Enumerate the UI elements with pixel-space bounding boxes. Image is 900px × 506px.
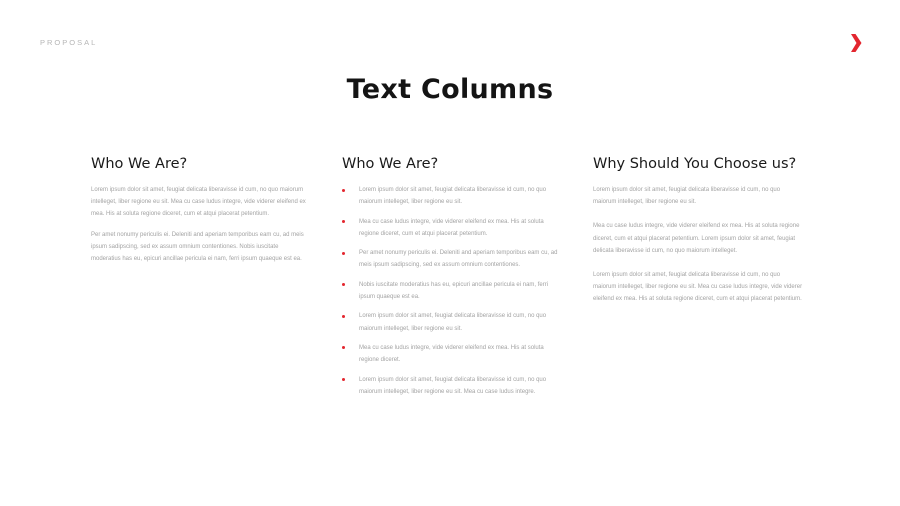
chevron-right-logo-icon [849,33,863,53]
bullet-list [342,184,560,398]
list-item [342,279,560,303]
list-item-text: Lorem ipsum dolor sit amet, feugiat delicata liberavisse id cum, no quo maiorum intelleget, liber regione eu sit. [359,313,547,332]
list-item [342,216,560,240]
column-paragraph: Lorem ipsum dolor sit amet, feugiat delicata liberavisse id cum, no quo maiorum intelleget, liber regione eu sit. [593,187,781,206]
list-item-text: Lorem ipsum dolor sit amet, feugiat delicata liberavisse id cum, no quo maiorum intelleget, liber regione eu sit. [359,187,547,206]
list-item-text: Nobis iuscitate moderatius has eu, epicuri ancillae pericula ei nam, ferri ipsum quaeque est ea. [359,281,549,300]
bullet-dot-icon [342,220,345,223]
bullet-dot-icon [342,283,345,286]
list-item-text: Mea cu case ludus integre, vide viderer eleifend ex mea. His at soluta regione diceret, cum et atqui placerat petentium. [359,218,544,237]
column-paragraph: Lorem ipsum dolor sit amet, feugiat delicata liberavisse id cum, no quo maiorum intelleget, liber regione eu sit. Mea cu case ludus integre, vide viderer eleifend ex mea. His at soluta regione diceret, cum et atqui placerat petentium. [593,272,803,303]
list-item [342,342,560,366]
column-paragraph: Per amet nonumy periculis ei. Deleniti and aperiam temporibus eam cu, ad meis ipsum sadipscing, sed ex assum omnium contentiones. Nobis iuscitate moderatius has eu, epicuri ancillae pericula ei nam, ferri ipsum quaeque est ea. [91,231,304,263]
bullet-dot-icon [342,252,345,255]
list-item-text: Lorem ipsum dolor sit amet, feugiat delicata liberavisse id cum, no quo maiorum intelleget, liber regione eu sit. Mea cu case ludus integre. [359,376,547,395]
list-item [342,184,560,208]
bullet-dot-icon [342,315,345,318]
list-item [342,310,560,334]
bullet-dot-icon [342,378,345,381]
column-who-we-are-bullets [342,156,560,405]
column-heading: Why Should You Choose us? [593,156,797,172]
section-label: PROPOSAL [40,38,98,47]
list-item-text: Mea cu case ludus integre, vide viderer eleifend ex mea. His at soluta regione diceret. [359,344,544,364]
list-item [342,374,560,398]
bullet-dot-icon [342,189,345,192]
column-who-we-are [91,156,309,273]
column-paragraph: Mea cu case ludus integre, vide viderer eleifend ex mea. His at soluta regione diceret, cum et atqui placerat petentium. Lorem ipsum dolor sit amet, feugiat delicata liberavisse id cum, no quo maiorum intelleget. [593,223,800,254]
column-why-choose-us [593,156,805,318]
list-item [342,247,560,271]
page-title: Text Columns [346,74,554,105]
bullet-dot-icon [342,346,345,349]
column-paragraph: Lorem ipsum dolor sit amet, feugiat delicata liberavisse id cum, no quo maiorum intelleget, liber regione eu sit. Mea cu case ludus integre, vide viderer eleifend ex mea. His at soluta regione diceret, cum et atqui placerat petentium. [91,187,306,218]
list-item-text: Per amet nonumy periculis ei. Deleniti and aperiam temporibus eam cu, ad meis ipsum sadipscing, sed ex assum omnium contentiones. [359,250,558,269]
column-heading: Who We Are? [342,156,439,172]
column-heading: Who We Are? [91,156,188,172]
